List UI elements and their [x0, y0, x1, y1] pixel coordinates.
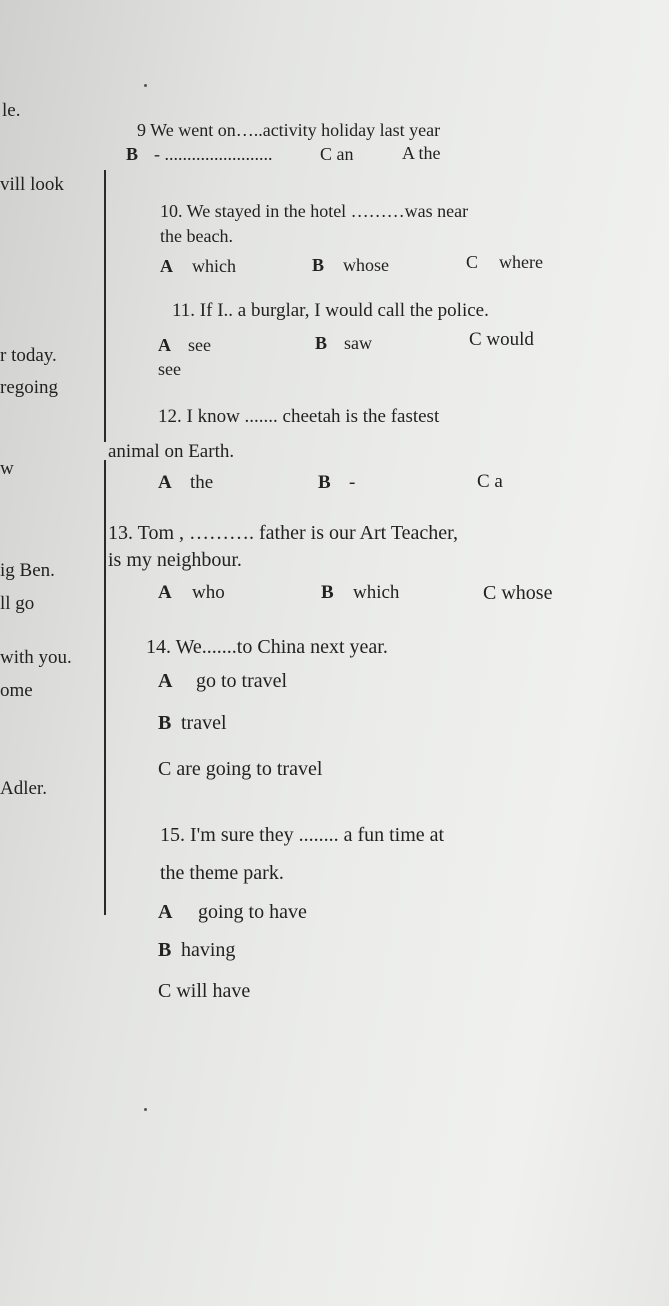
question-14-option-a-letter: A — [158, 670, 173, 692]
question-13-stem-cont: is my neighbour. — [108, 549, 242, 571]
question-10-option-c-letter: C — [466, 252, 479, 272]
question-15-option-c: C will have — [158, 980, 251, 1002]
question-12-option-b: - — [349, 472, 356, 493]
margin-text-2: vill look — [0, 174, 64, 195]
question-13-option-b-letter: B — [321, 582, 334, 603]
question-14-option-b-letter: B — [158, 712, 172, 734]
question-11-option-a-cont: see — [158, 359, 181, 379]
question-13-option-a-letter: A — [158, 582, 172, 603]
question-10-option-a-letter: A — [160, 256, 173, 276]
question-15-option-b-letter: B — [158, 939, 172, 961]
margin-text-10: Adler. — [0, 778, 47, 799]
question-10-option-b-letter: B — [312, 255, 325, 275]
question-12-option-a-letter: A — [158, 472, 172, 493]
margin-text-3: r today. — [0, 345, 57, 366]
question-11-option-a: see — [188, 335, 211, 355]
margin-text-5: w — [0, 458, 14, 479]
question-12-option-a: the — [190, 472, 214, 493]
question-9-option-a: A the — [402, 143, 441, 163]
question-13-option-b: which — [353, 582, 400, 603]
question-9-option-b: - ........................ — [154, 144, 273, 164]
question-11-option-c: C would — [469, 329, 534, 350]
question-10-option-a: which — [192, 256, 236, 276]
question-12-stem-cont: animal on Earth. — [108, 441, 235, 462]
question-13-option-c: C whose — [483, 582, 553, 604]
question-14-option-b: travel — [181, 712, 227, 734]
margin-text-8: with you. — [0, 647, 72, 668]
question-10-option-c: where — [499, 252, 543, 272]
question-14-option-a: go to travel — [196, 670, 288, 692]
question-15-stem: 15. I'm sure they ........ a fun time at — [160, 824, 445, 846]
question-13-option-a: who — [192, 582, 225, 603]
margin-text-9: ome — [0, 680, 33, 701]
margin-text-1: le. — [2, 100, 21, 121]
question-12-option-b-letter: B — [318, 472, 331, 493]
question-11-option-a-letter: A — [158, 335, 171, 355]
question-13-stem: 13. Tom , ………. father is our Art Teacher, — [108, 522, 459, 544]
question-9-option-c: C an — [320, 144, 354, 164]
question-9-option-b-letter: B — [126, 144, 139, 164]
question-10-stem: 10. We stayed in the hotel ………was near — [160, 201, 469, 221]
question-14-stem: 14. We.......to China next year. — [146, 636, 388, 658]
column-divider-top — [104, 170, 106, 442]
question-10-option-b: whose — [343, 255, 389, 275]
question-14-option-c: C are going to travel — [158, 758, 323, 780]
margin-text-6: ig Ben. — [0, 560, 55, 581]
margin-text-7: ll go — [0, 593, 35, 614]
question-9-stem: 9 We went on…..activity holiday last year — [137, 120, 441, 140]
column-divider-bottom — [104, 460, 106, 915]
question-15-option-b: having — [181, 939, 236, 961]
question-12-option-c: C a — [477, 471, 503, 492]
question-12-stem: 12. I know ....... cheetah is the fastest — [158, 406, 440, 427]
question-11-option-b: saw — [344, 333, 372, 353]
question-10-stem-cont: the beach. — [160, 226, 233, 246]
question-15-option-a: going to have — [198, 901, 307, 923]
question-11-stem: 11. If I.. a burglar, I would call the police. — [172, 300, 489, 321]
question-15-option-a-letter: A — [158, 901, 173, 923]
margin-text-4: regoing — [0, 377, 59, 398]
paper-speck — [144, 1108, 147, 1111]
paper-speck — [144, 84, 147, 87]
question-15-stem-cont: the theme park. — [160, 862, 284, 884]
question-11-option-b-letter: B — [315, 333, 328, 353]
